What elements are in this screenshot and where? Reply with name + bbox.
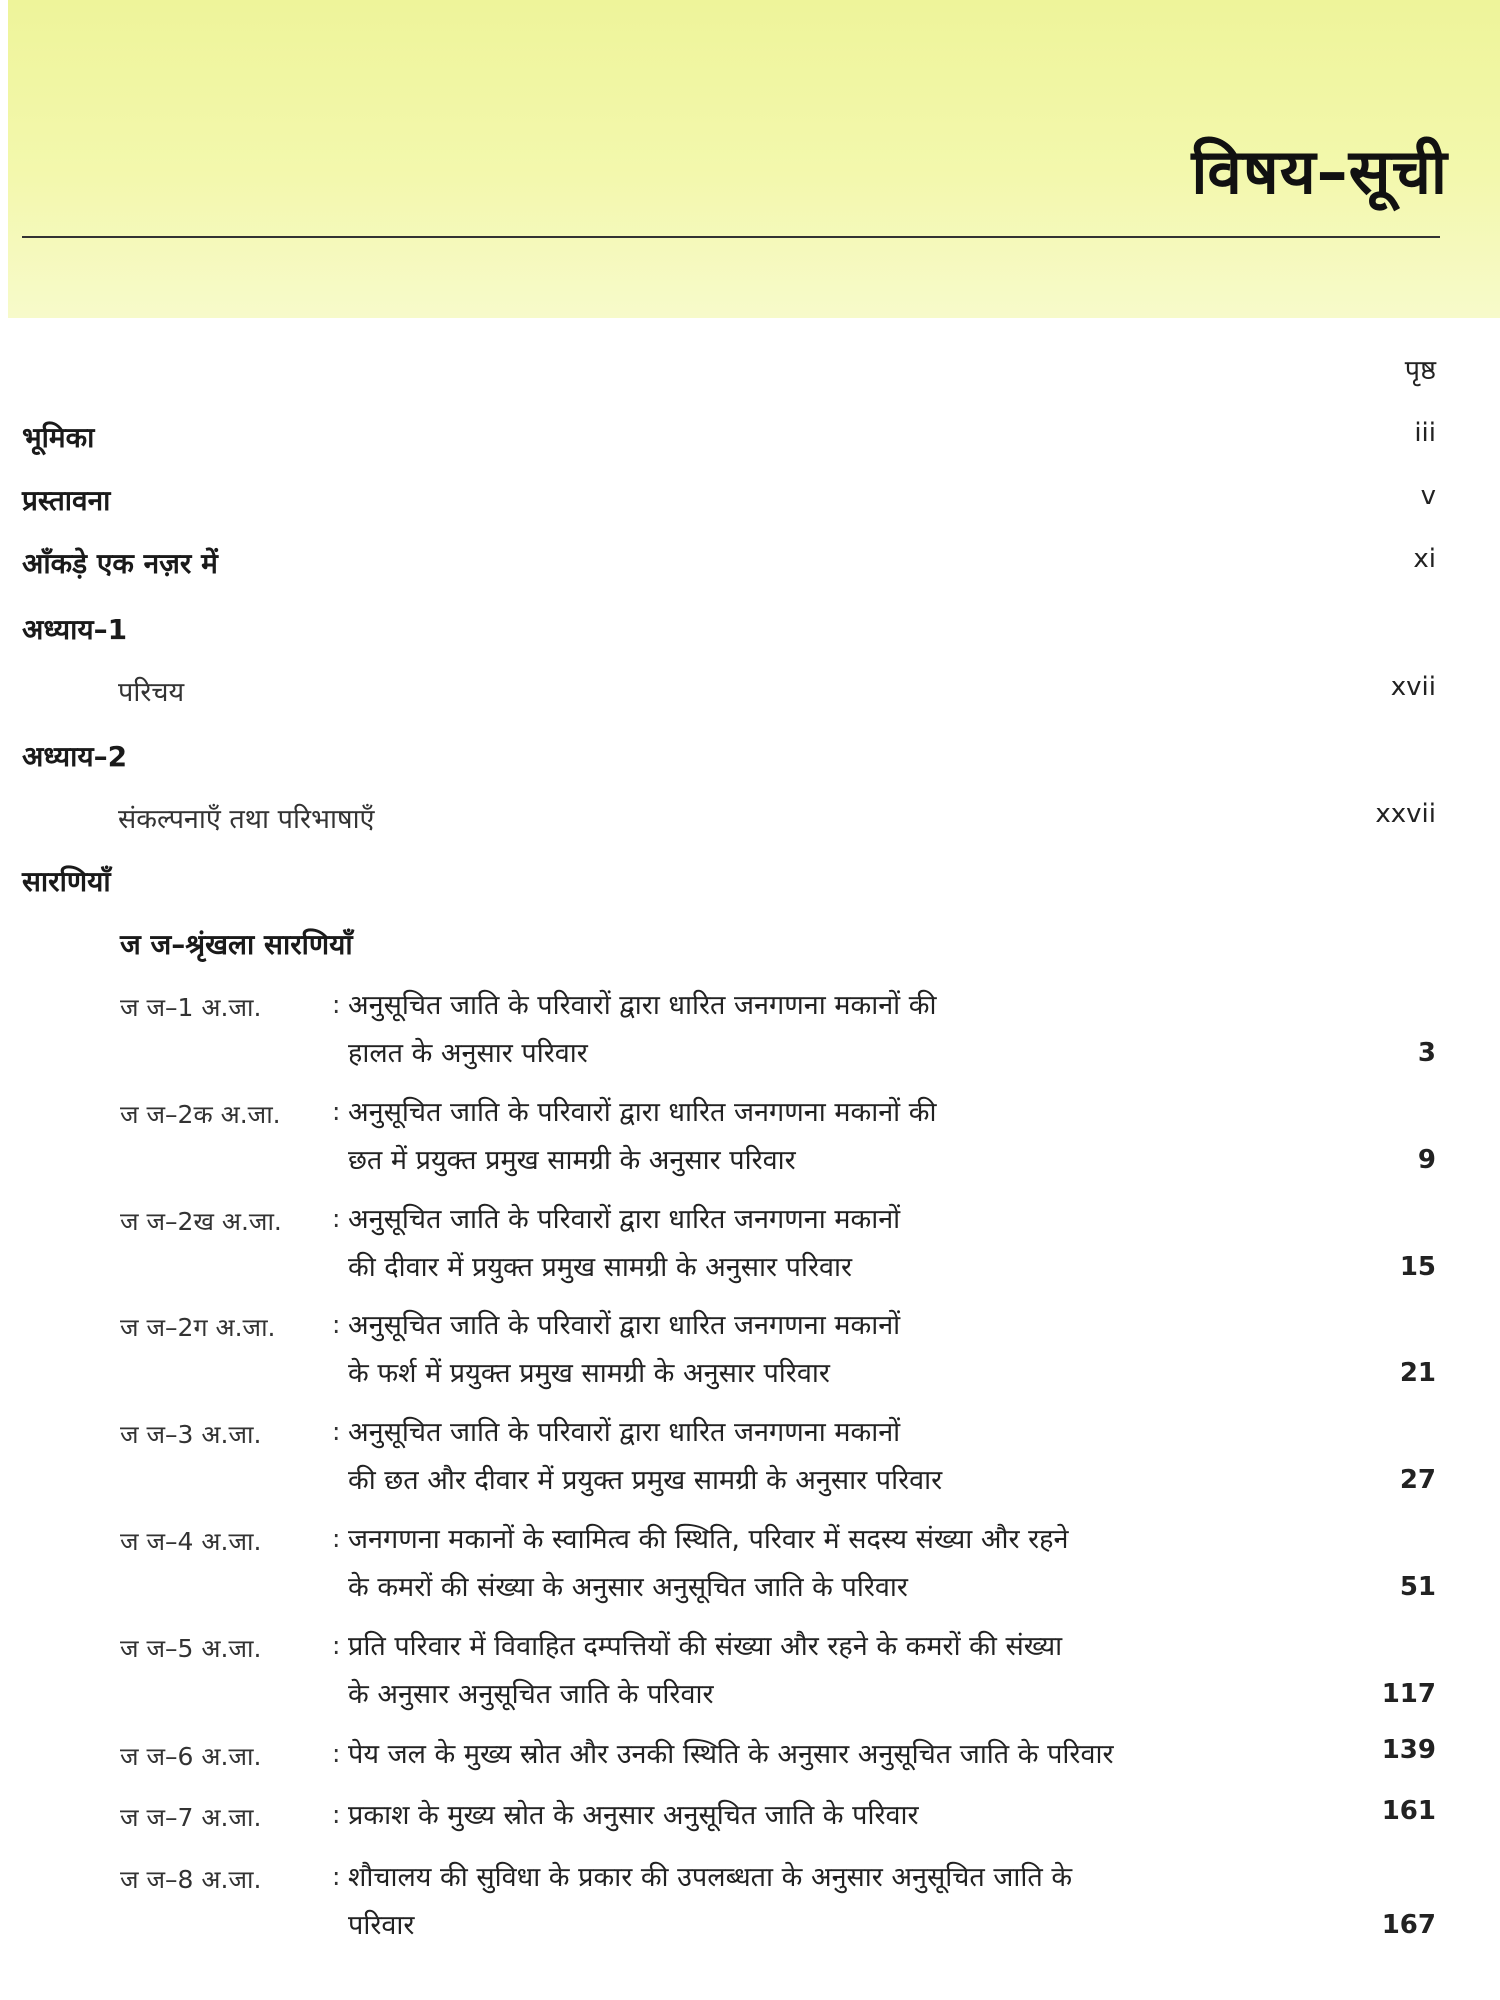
table-code: ज ज–7 अ.जा.: [120, 1803, 262, 1832]
table-description: [348, 1792, 1348, 1840]
toc-entry-page: iii: [1414, 418, 1436, 448]
table-separator: :: [332, 1631, 341, 1660]
table-description-line1: जनगणना मकानों के स्वामित्व की स्थिति, परिवार में सदस्य संख्या और रहने: [348, 1524, 1069, 1555]
table-description-line1: पेय जल के मुख्य स्रोत और उनकी स्थिति के अनुसार अनुसूचित जाति के परिवार: [348, 1739, 1114, 1770]
toc-entry-label: भूमिका: [22, 421, 95, 454]
toc-entry-label: संकल्पनाएँ तथा परिभाषाएँ: [118, 804, 375, 835]
table-page: 15: [1399, 1252, 1436, 1282]
toc-entry-label: परिचय: [118, 677, 185, 708]
table-description: [348, 1854, 1348, 1950]
toc-entry-page: xi: [1413, 544, 1436, 574]
chapter-heading-label: अध्याय–1: [22, 613, 128, 646]
table-description: [348, 1623, 1348, 1719]
table-code: ज ज–2क अ.जा.: [120, 1100, 281, 1129]
table-description-line2: की दीवार में प्रयुक्त प्रमुख सामग्री के अनुसार परिवार: [348, 1252, 853, 1283]
table-description-line1: अनुसूचित जाति के परिवारों द्वारा धारित जनगणना मकानों की: [348, 1097, 937, 1128]
table-description-line2: हालत के अनुसार परिवार: [348, 1038, 588, 1069]
table-page: 9: [1417, 1145, 1436, 1175]
table-page: 21: [1399, 1358, 1436, 1388]
table-description-line1: शौचालय की सुविधा के प्रकार की उपलब्धता के अनुसार अनुसूचित जाति के: [348, 1862, 1073, 1893]
title-divider: [22, 236, 1440, 238]
tables-heading-label: सारणियाँ: [22, 865, 111, 898]
table-page: 27: [1399, 1465, 1436, 1495]
table-description-line2: परिवार: [348, 1910, 415, 1941]
table-separator: :: [332, 1310, 341, 1339]
table-description-line2: छत में प्रयुक्त प्रमुख सामग्री के अनुसार परिवार: [348, 1145, 796, 1176]
table-description-line1: अनुसूचित जाति के परिवारों द्वारा धारित जनगणना मकानों: [348, 1310, 901, 1341]
table-separator: :: [332, 1204, 341, 1233]
table-code: ज ज–3 अ.जा.: [120, 1420, 262, 1449]
table-page: 117: [1381, 1679, 1436, 1709]
page-column-header: पृष्ठ: [1404, 355, 1436, 386]
table-description-line1: प्रति परिवार में विवाहित दम्पत्तियों की संख्या और रहने के कमरों की संख्या: [348, 1631, 1063, 1662]
toc-entry-label: प्रस्तावना: [22, 484, 111, 517]
table-separator: :: [332, 1524, 341, 1553]
table-description: [348, 1089, 1348, 1185]
table-description-line2: के फर्श में प्रयुक्त प्रमुख सामग्री के अनुसार परिवार: [348, 1358, 830, 1389]
table-description-line2: की छत और दीवार में प्रयुक्त प्रमुख सामग्री के अनुसार परिवार: [348, 1465, 943, 1496]
table-page: 161: [1381, 1796, 1436, 1826]
table-description: [348, 982, 1348, 1078]
table-description-line1: प्रकाश के मुख्य स्रोत के अनुसार अनुसूचित जाति के परिवार: [348, 1800, 919, 1831]
toc-entry-page: xvii: [1390, 672, 1436, 702]
table-description: [348, 1516, 1348, 1612]
table-separator: :: [332, 1417, 341, 1446]
table-description: [348, 1731, 1348, 1779]
toc-entry-page: xxvii: [1375, 799, 1436, 829]
table-code: ज ज–6 अ.जा.: [120, 1742, 262, 1771]
table-page: 139: [1381, 1735, 1436, 1765]
chapter-heading-label: अध्याय–2: [22, 740, 128, 773]
table-description-line1: अनुसूचित जाति के परिवारों द्वारा धारित जनगणना मकानों की: [348, 990, 937, 1021]
table-description-line1: अनुसूचित जाति के परिवारों द्वारा धारित जनगणना मकानों: [348, 1204, 901, 1235]
table-description-line2: के कमरों की संख्या के अनुसार अनुसूचित जाति के परिवार: [348, 1572, 908, 1603]
table-page: 51: [1399, 1572, 1436, 1602]
toc-entry-label: आँकड़े एक नज़र में: [22, 547, 218, 580]
table-code: ज ज–8 अ.जा.: [120, 1865, 262, 1894]
table-code: ज ज–5 अ.जा.: [120, 1634, 262, 1663]
table-code: ज ज–2ग अ.जा.: [120, 1313, 276, 1342]
table-separator: :: [332, 990, 341, 1019]
table-description: [348, 1302, 1348, 1398]
table-description-line1: अनुसूचित जाति के परिवारों द्वारा धारित जनगणना मकानों: [348, 1417, 901, 1448]
table-description: [348, 1196, 1348, 1292]
series-heading-label: ज ज–श्रृंखला सारणियाँ: [120, 928, 353, 961]
table-separator: :: [332, 1097, 341, 1126]
table-page: 3: [1417, 1038, 1436, 1068]
table-code: ज ज–2ख अ.जा.: [120, 1207, 282, 1236]
table-code: ज ज–1 अ.जा.: [120, 993, 262, 1022]
table-page: 167: [1381, 1910, 1436, 1940]
table-separator: :: [332, 1800, 341, 1829]
table-description: [348, 1409, 1348, 1505]
page-title: विषय–सूची: [1191, 135, 1448, 208]
table-description-line2: के अनुसार अनुसूचित जाति के परिवार: [348, 1679, 714, 1710]
toc-entry-page: v: [1420, 481, 1436, 511]
table-separator: :: [332, 1862, 341, 1891]
table-code: ज ज–4 अ.जा.: [120, 1527, 262, 1556]
table-separator: :: [332, 1739, 341, 1768]
